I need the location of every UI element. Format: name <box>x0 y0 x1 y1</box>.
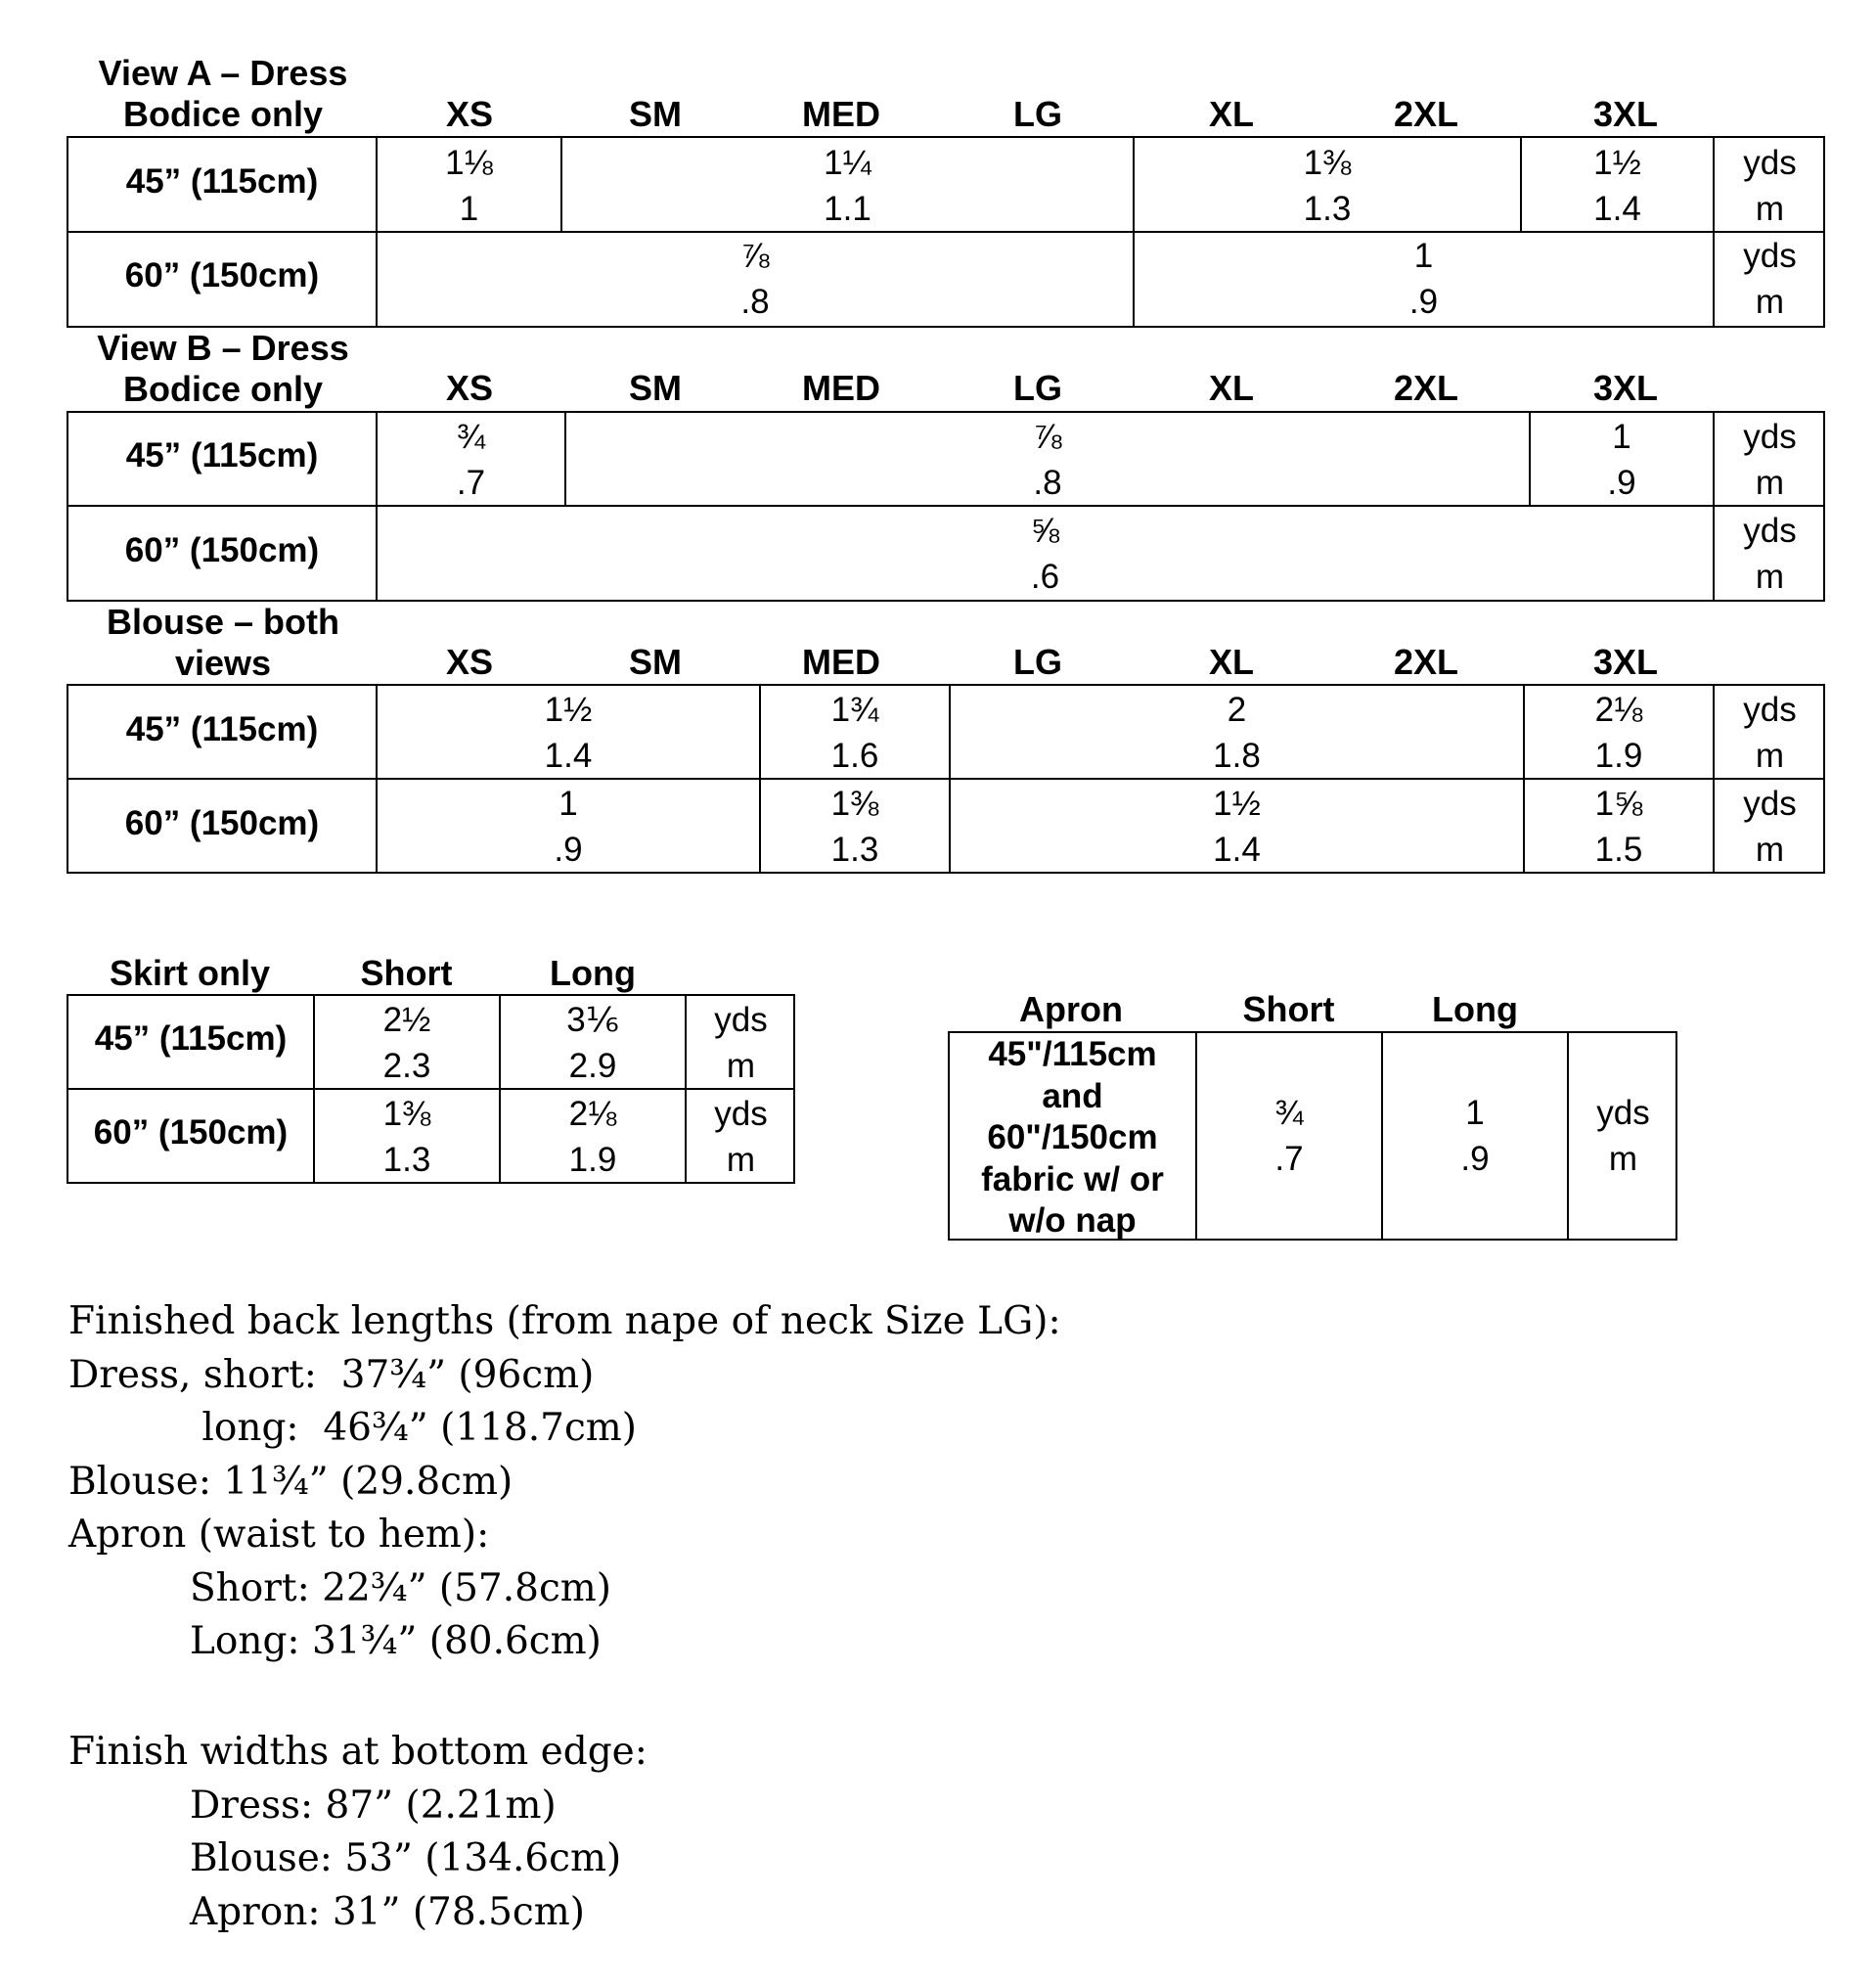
dress-width: Dress: 87” (2.21m) <box>68 1783 557 1828</box>
apron-long-length: Long: 31¾” (80.6cm) <box>68 1619 602 1663</box>
size-header-med: MED <box>802 94 880 134</box>
apron-heading: Apron (waist to hem): <box>68 1513 490 1557</box>
skirt-45-long: 3⅙ 2.9 <box>566 1001 619 1085</box>
size-header-3xl: 3XL <box>1592 94 1659 134</box>
lengths-heading: Finished back lengths (from nape of neck Size LG): <box>68 1299 1061 1343</box>
view-a-60-xl-3xl: 1 .9 <box>1408 237 1439 321</box>
row-label-60: 60” (150cm) <box>124 804 320 842</box>
blouse-title <box>67 602 380 684</box>
size-header-2xl: 2XL <box>1393 642 1459 682</box>
size-header-lg: LG <box>1013 642 1062 682</box>
blouse-45-xs-sm: 1½ 1.4 <box>544 691 593 775</box>
size-header-xs: XS <box>445 368 494 408</box>
finished-lengths-notes <box>68 1295 1061 1669</box>
size-header-sm: SM <box>629 94 682 134</box>
unit-cell: yds m <box>1743 691 1797 775</box>
unit-cell: yds m <box>1743 237 1797 321</box>
unit-cell: yds m <box>1743 785 1797 869</box>
view-b-45-3xl: 1 .9 <box>1607 418 1636 502</box>
row-label-45: 45” (115cm) <box>125 162 319 201</box>
apron-long: 1 .9 <box>1460 1094 1490 1178</box>
dress-long-length: long: 46¾” (118.7cm) <box>68 1406 638 1450</box>
unit-cell: yds m <box>714 1001 768 1085</box>
apron-short: ¾ .7 <box>1274 1094 1304 1178</box>
apron-label-line: 45"/115cm <box>988 1035 1157 1073</box>
skirt-col-short: Short <box>360 953 453 993</box>
size-header-sm: SM <box>629 642 682 682</box>
row-label-60: 60” (150cm) <box>124 531 320 569</box>
unit-cell: yds m <box>1743 418 1797 502</box>
apron-short-length: Short: 22¾” (57.8cm) <box>68 1565 611 1610</box>
apron-col-short: Short <box>1242 989 1335 1029</box>
row-label-45: 45” (115cm) <box>125 710 319 748</box>
size-header-lg: LG <box>1013 368 1062 408</box>
size-header-3xl: 3XL <box>1592 642 1659 682</box>
size-header-xl: XL <box>1208 94 1254 134</box>
view-b-title <box>67 328 380 410</box>
blouse-length: Blouse: 11¾” (29.8cm) <box>68 1459 514 1504</box>
apron-label-line: w/o nap <box>1008 1201 1137 1240</box>
blouse-60-xs-sm: 1 .9 <box>554 785 583 869</box>
unit-cell: yds m <box>1743 144 1797 228</box>
skirt-col-long: Long <box>550 953 636 993</box>
view-b-45-xs: ¾ .7 <box>456 418 486 502</box>
skirt-60-long: 2⅛ 1.9 <box>568 1095 617 1179</box>
view-a-title-line2: Bodice only <box>122 94 324 134</box>
skirt-title: Skirt only <box>109 953 271 993</box>
size-header-xl: XL <box>1208 642 1254 682</box>
row-label-45: 45” (115cm) <box>94 1019 288 1058</box>
size-header-2xl: 2XL <box>1393 94 1459 134</box>
size-header-xs: XS <box>445 642 494 682</box>
unit-cell: yds m <box>1596 1094 1650 1178</box>
size-header-3xl: 3XL <box>1592 368 1659 408</box>
widths-heading: Finish widths at bottom edge: <box>68 1730 648 1774</box>
apron-col-long: Long <box>1432 989 1518 1029</box>
blouse-45-3xl: 2⅛ 1.9 <box>1594 691 1643 775</box>
row-label-60: 60” (150cm) <box>124 256 320 294</box>
blouse-width: Blouse: 53” (134.6cm) <box>68 1836 622 1880</box>
view-a-45-3xl: 1½ 1.4 <box>1593 144 1641 228</box>
view-b-title-line2: Bodice only <box>122 369 324 409</box>
apron-fabric-label <box>950 1034 1195 1242</box>
apron-label-line: and <box>1042 1076 1103 1115</box>
apron-label-line: fabric w/ or <box>981 1159 1164 1198</box>
finish-widths-notes <box>68 1726 648 1939</box>
view-a-60-xs-lg: ⅞ .8 <box>740 237 770 321</box>
view-a-title <box>67 53 380 135</box>
size-header-sm: SM <box>629 368 682 408</box>
blouse-60-3xl: 1⅝ 1.5 <box>1594 785 1643 869</box>
row-label-45: 45” (115cm) <box>125 436 319 474</box>
view-b-45-sm-2xl: ⅞ .8 <box>1033 418 1062 502</box>
blouse-title-line1: Blouse – both <box>106 602 339 642</box>
blouse-45-med: 1¾ 1.6 <box>830 691 879 775</box>
dress-short-length: Dress, short: 37¾” (96cm) <box>68 1352 595 1397</box>
size-header-med: MED <box>802 642 880 682</box>
row-label-60: 60” (150cm) <box>93 1113 289 1152</box>
size-header-xl: XL <box>1208 368 1254 408</box>
size-header-med: MED <box>802 368 880 408</box>
blouse-60-lg-2xl: 1½ 1.4 <box>1213 785 1261 869</box>
size-header-2xl: 2XL <box>1393 368 1459 408</box>
size-header-xs: XS <box>445 94 494 134</box>
view-b-60-all: ⅝ .6 <box>1030 512 1060 596</box>
view-b-title-line1: View B – Dress <box>97 328 349 368</box>
view-a-title-line1: View A – Dress <box>98 53 348 93</box>
view-a-45-xs: 1⅛ 1 <box>445 144 493 228</box>
blouse-45-lg-2xl: 2 1.8 <box>1213 691 1261 775</box>
apron-label-line: 60"/150cm <box>987 1118 1158 1156</box>
apron-width: Apron: 31” (78.5cm) <box>68 1889 585 1934</box>
blouse-60-med: 1⅜ 1.3 <box>830 785 879 869</box>
blouse-title-line2: views <box>174 643 272 683</box>
skirt-45-short: 2½ 2.3 <box>382 1001 431 1085</box>
view-a-45-xl-2xl: 1⅜ 1.3 <box>1303 144 1352 228</box>
apron-title: Apron <box>1019 989 1123 1029</box>
size-header-lg: LG <box>1013 94 1062 134</box>
unit-cell: yds m <box>1743 512 1797 596</box>
skirt-60-short: 1⅜ 1.3 <box>382 1095 431 1179</box>
view-a-45-sm-lg: 1¼ 1.1 <box>824 144 871 228</box>
unit-cell: yds m <box>714 1095 768 1179</box>
